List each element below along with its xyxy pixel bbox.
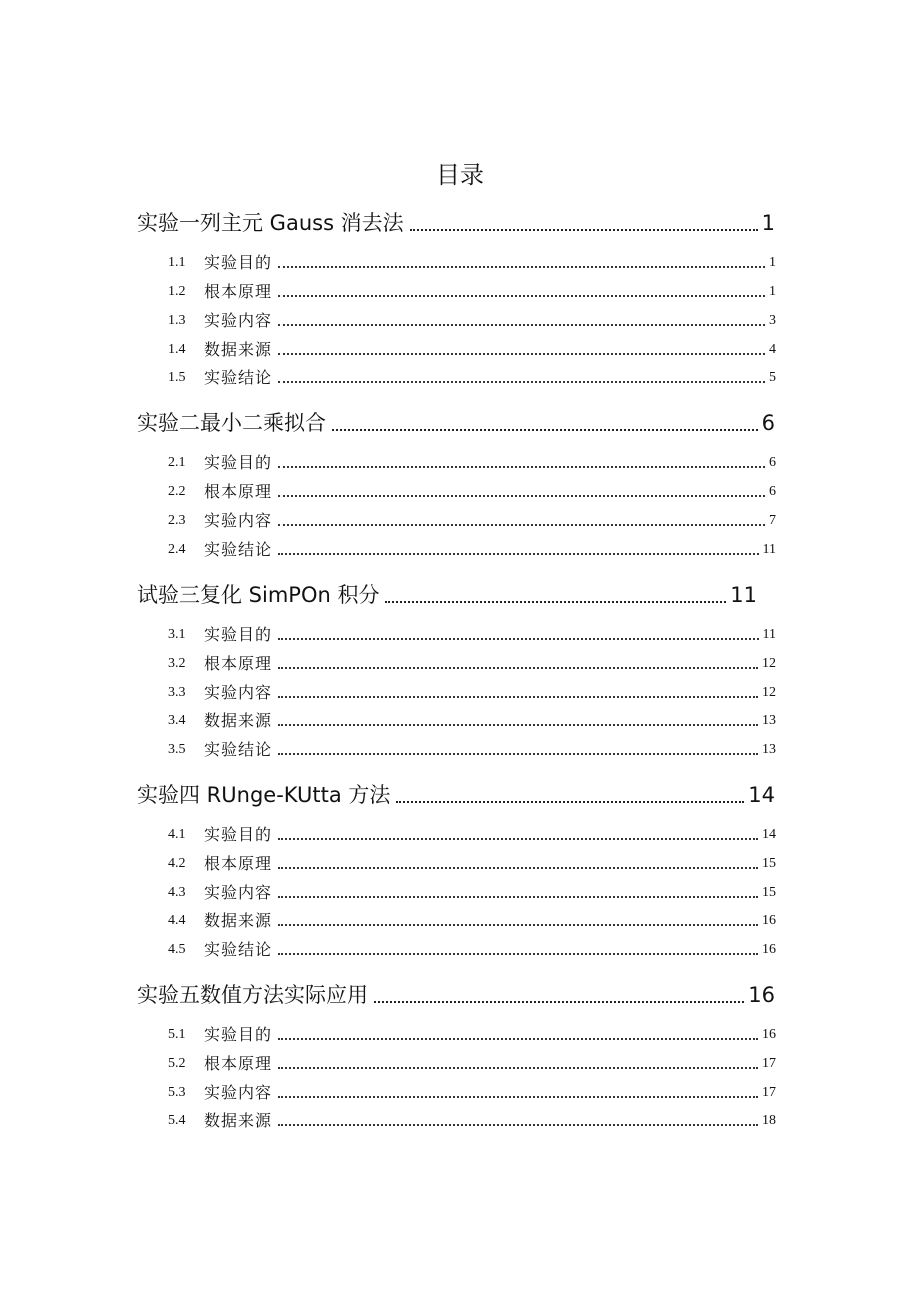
section-title: 根本原理 (204, 282, 273, 301)
toc-section-3-2[interactable] (168, 651, 776, 675)
section-title: 实验目的 (204, 453, 273, 472)
section-page-number: 13 (762, 713, 776, 728)
dot-leader (278, 381, 765, 383)
toc-section-4-4[interactable] (168, 908, 776, 932)
toc-section-4-1[interactable] (168, 822, 776, 846)
section-title: 实验结论 (204, 940, 273, 959)
section-page-number: 18 (762, 1113, 776, 1128)
section-page-number: 14 (762, 827, 776, 842)
section-title: 实验结论 (204, 740, 273, 759)
toc-section-3-3[interactable] (168, 680, 776, 704)
section-number: 4.5 (168, 942, 186, 957)
toc-section-3-5[interactable] (168, 737, 776, 761)
toc-section-5-1[interactable] (168, 1022, 776, 1046)
toc-section-1-1[interactable] (168, 250, 776, 274)
dot-leader (278, 1038, 758, 1040)
dot-leader (278, 466, 765, 468)
section-page-number: 13 (762, 742, 776, 757)
section-page-number: 1 (769, 284, 776, 299)
section-number: 3.5 (168, 742, 186, 757)
toc-chapter-1[interactable] (137, 204, 775, 238)
section-number: 3.2 (168, 656, 186, 671)
toc-section-3-4[interactable] (168, 708, 776, 732)
dot-leader (278, 953, 758, 955)
section-number: 4.1 (168, 827, 186, 842)
chapter-title: 实验四 RUnge-KUtta 方法 (137, 783, 391, 807)
dot-leader (278, 324, 765, 326)
section-page-number: 17 (762, 1085, 776, 1100)
chapter-title: 实验二最小二乘拟合 (137, 411, 326, 435)
section-page-number: 11 (762, 627, 776, 642)
chapter-page-number: 14 (748, 783, 775, 807)
section-number: 3.1 (168, 627, 186, 642)
section-title: 实验内容 (204, 311, 273, 330)
toc-section-1-4[interactable] (168, 337, 776, 361)
dot-leader (278, 1067, 758, 1069)
toc-section-1-5[interactable] (168, 365, 776, 389)
section-number: 2.3 (168, 513, 186, 528)
dot-leader (278, 1124, 758, 1126)
section-title: 实验目的 (204, 625, 273, 644)
chapter-page-number: 11 (730, 583, 757, 607)
dot-leader (410, 229, 758, 231)
section-page-number: 12 (762, 656, 776, 671)
section-title: 根本原理 (204, 854, 273, 873)
section-page-number: 6 (769, 455, 776, 470)
section-number: 1.1 (168, 255, 186, 270)
toc-section-4-3[interactable] (168, 880, 776, 904)
toc-title: 目录 (436, 161, 484, 189)
section-page-number: 16 (762, 1027, 776, 1042)
chapter-page-number: 16 (748, 983, 775, 1007)
section-page-number: 15 (762, 856, 776, 871)
section-number: 2.2 (168, 484, 186, 499)
toc-section-1-2[interactable] (168, 279, 776, 303)
section-page-number: 6 (769, 484, 776, 499)
chapter-title: 实验五数值方法实际应用 (137, 983, 368, 1007)
toc-chapter-4[interactable] (137, 776, 775, 810)
section-title: 根本原理 (204, 482, 273, 501)
dot-leader (385, 601, 726, 603)
section-page-number: 4 (769, 342, 776, 357)
toc-chapter-3[interactable] (137, 576, 757, 610)
section-number: 5.3 (168, 1085, 186, 1100)
toc-section-4-2[interactable] (168, 851, 776, 875)
section-page-number: 15 (762, 885, 776, 900)
section-page-number: 12 (762, 685, 776, 700)
dot-leader (374, 1001, 744, 1003)
section-title: 实验内容 (204, 1083, 273, 1102)
dot-leader (278, 696, 758, 698)
dot-leader (278, 553, 759, 555)
section-number: 3.3 (168, 685, 186, 700)
toc-section-2-4[interactable] (168, 537, 776, 561)
section-number: 2.4 (168, 542, 186, 557)
section-title: 根本原理 (204, 1054, 273, 1073)
toc-section-2-1[interactable] (168, 450, 776, 474)
chapter-title: 实验一列主元 Gauss 消去法 (137, 211, 404, 235)
toc-chapter-5[interactable] (137, 976, 775, 1010)
dot-leader (278, 495, 765, 497)
toc-section-5-3[interactable] (168, 1080, 776, 1104)
dot-leader (278, 1096, 758, 1098)
section-number: 1.3 (168, 313, 186, 328)
toc-chapter-2[interactable] (137, 404, 775, 438)
dot-leader (278, 753, 758, 755)
section-page-number: 17 (762, 1056, 776, 1071)
section-page-number: 16 (762, 942, 776, 957)
toc-section-4-5[interactable] (168, 937, 776, 961)
section-page-number: 7 (769, 513, 776, 528)
section-title: 实验结论 (204, 540, 273, 559)
toc-section-3-1[interactable] (168, 622, 776, 646)
dot-leader (278, 724, 758, 726)
section-title: 实验内容 (204, 883, 273, 902)
section-page-number: 11 (762, 542, 776, 557)
section-number: 5.2 (168, 1056, 186, 1071)
dot-leader (278, 667, 758, 669)
toc-section-5-4[interactable] (168, 1108, 776, 1132)
section-page-number: 3 (769, 313, 776, 328)
dot-leader (332, 429, 758, 431)
section-title: 实验目的 (204, 1025, 273, 1044)
section-number: 2.1 (168, 455, 186, 470)
section-number: 4.2 (168, 856, 186, 871)
toc-section-1-3[interactable] (168, 308, 776, 332)
section-title: 实验内容 (204, 511, 273, 530)
section-title: 根本原理 (204, 654, 273, 673)
section-title: 数据来源 (204, 1111, 273, 1130)
section-page-number: 16 (762, 913, 776, 928)
dot-leader (278, 353, 765, 355)
toc-section-5-2[interactable] (168, 1051, 776, 1075)
section-number: 5.1 (168, 1027, 186, 1042)
dot-leader (278, 524, 765, 526)
section-title: 实验内容 (204, 683, 273, 702)
dot-leader (278, 896, 758, 898)
section-title: 实验目的 (204, 253, 273, 272)
section-title: 实验结论 (204, 368, 273, 387)
dot-leader (278, 266, 765, 268)
dot-leader (278, 295, 765, 297)
toc-section-2-2[interactable] (168, 479, 776, 503)
section-number: 4.4 (168, 913, 186, 928)
chapter-page-number: 1 (761, 211, 775, 235)
section-number: 4.3 (168, 885, 186, 900)
dot-leader (278, 924, 758, 926)
section-number: 1.2 (168, 284, 186, 299)
dot-leader (278, 638, 759, 640)
section-title: 数据来源 (204, 340, 273, 359)
dot-leader (278, 867, 758, 869)
section-number: 1.4 (168, 342, 186, 357)
dot-leader (396, 801, 744, 803)
toc-section-2-3[interactable] (168, 508, 776, 532)
section-number: 3.4 (168, 713, 186, 728)
chapter-page-number: 6 (761, 411, 775, 435)
section-title: 数据来源 (204, 711, 273, 730)
section-title: 数据来源 (204, 911, 273, 930)
dot-leader (278, 838, 758, 840)
chapter-title: 试验三复化 SimPOn 积分 (137, 583, 380, 607)
section-page-number: 1 (769, 255, 776, 270)
section-page-number: 5 (769, 370, 776, 385)
section-number: 1.5 (168, 370, 186, 385)
section-number: 5.4 (168, 1113, 186, 1128)
section-title: 实验目的 (204, 825, 273, 844)
